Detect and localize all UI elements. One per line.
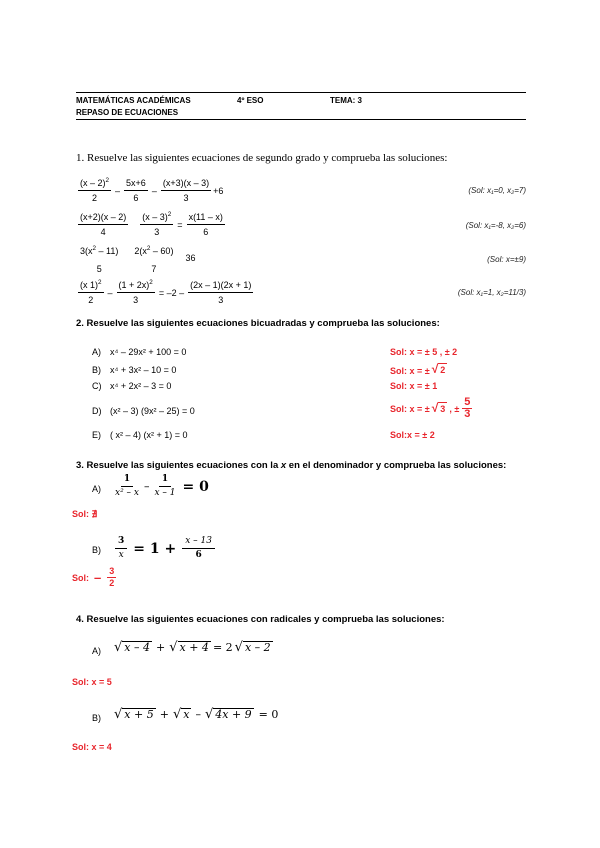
s2-item-b-radicand: 2 xyxy=(440,365,446,375)
eq3-b-den: 7 xyxy=(151,264,157,274)
s3-b-sol-sign: – xyxy=(94,570,102,585)
s2-item-d-frac-den: 3 xyxy=(464,408,471,420)
eq3-a-num: 3(x xyxy=(80,246,93,256)
s4-b-rhs: = 0 xyxy=(258,708,279,721)
eq3-b-num: 2(x xyxy=(134,246,147,256)
eq1-a-den: 2 xyxy=(92,193,98,203)
s4-b-op2: – xyxy=(195,708,201,721)
s4-b-sqrt2: √ x xyxy=(172,707,190,722)
s4-b-r2: x xyxy=(183,708,190,721)
s4-b-r3: 4x + 9 xyxy=(215,708,252,721)
eq4-c-den: 3 xyxy=(218,295,224,305)
s3-b-frac1 xyxy=(115,536,127,561)
s4-b-r1: x + 5 xyxy=(124,708,154,721)
s3-a-frac2 xyxy=(154,474,175,499)
section3-title xyxy=(76,460,506,471)
s3-b-f2-den: 6 xyxy=(195,550,202,560)
s2-item-c-sol: Sol: x = ± 1 xyxy=(390,381,438,391)
s3-b-eq xyxy=(112,536,218,561)
s3-a-f2-den: x – 1 xyxy=(154,488,176,498)
s2-item-d-radicand: 3 xyxy=(440,404,446,414)
s4-a-op: + xyxy=(156,641,166,654)
header-topic: TEMA: 3 xyxy=(330,96,362,105)
s3-b-sol-frac xyxy=(107,566,116,589)
s4-a-r3: x – 2 xyxy=(244,641,271,654)
s3-b-sol xyxy=(72,566,119,589)
eq1-b-den: 6 xyxy=(133,193,139,203)
s2-item-a-eq: x⁴ – 29x² + 100 = 0 xyxy=(110,347,187,357)
eq4-b-den: 3 xyxy=(133,295,139,305)
s2-item-d-eq: (x² – 3) (9x² – 25) = 0 xyxy=(110,406,195,416)
header-level: 4º ESO xyxy=(237,96,264,105)
s2-item-e-eq: ( x² – 4) (x² + 1) = 0 xyxy=(110,430,188,440)
eq1-op1: – xyxy=(115,186,121,196)
s3-a-f1-num: 1 xyxy=(121,474,133,487)
s3-a-label: A) xyxy=(92,484,101,494)
s4-a-label: A) xyxy=(92,646,101,656)
s4-b-label: B) xyxy=(92,713,101,723)
s4-b-sqrt3: √ 4x + 9 xyxy=(204,707,252,722)
s2-item-b-label: B) xyxy=(92,365,101,375)
eq2-frac-b xyxy=(140,212,173,238)
s4-b-op1: + xyxy=(159,708,169,721)
section1-title: 1. Resuelve las siguientes ecuaciones de segundo grado y comprueba las soluciones: xyxy=(76,152,448,164)
s2-item-d-sol-prefix: Sol: x = ± xyxy=(390,403,430,414)
s3-b-f1-num: 3 xyxy=(115,536,127,549)
s4-b-eq xyxy=(112,708,278,721)
s2-item-a-sol: Sol: x = ± 5 , ± 2 xyxy=(390,347,458,357)
eq3-frac-a xyxy=(78,246,120,275)
eq2-c-den: 6 xyxy=(203,227,209,237)
eq3-solution: (Sol: x=±9) xyxy=(487,255,526,264)
section4-title: 4. Resuelve las siguientes ecuaciones con radicales y comprueba las soluciones: xyxy=(76,614,445,625)
header-subject: MATEMÁTICAS ACADÉMICAS xyxy=(76,96,191,105)
s2-item-b-eq: x⁴ + 3x² – 10 = 0 xyxy=(110,365,177,375)
eq1-b-num: 5x+6 xyxy=(124,178,148,191)
s2-item-d-frac xyxy=(462,397,472,420)
eq2-equals: = xyxy=(177,220,183,230)
eq4-b-num: (1 + 2x) xyxy=(118,280,150,290)
s2-item-b-sol-prefix: Sol: x = ± xyxy=(390,366,430,376)
s2-item-e-sol: Sol:x = ± 2 xyxy=(390,430,435,440)
eq4-frac-a xyxy=(78,280,104,306)
section3-title-b: en el denominador y comprueba las soluciones: xyxy=(286,460,507,471)
section1-eq1 xyxy=(76,178,223,204)
eq1-frac-a xyxy=(78,178,111,204)
section3-title-x: x xyxy=(280,460,287,471)
eq2-a-num: (x+2)(x – 2) xyxy=(78,212,128,225)
eq4-frac-c xyxy=(188,280,253,306)
section1-eq2 xyxy=(76,212,227,238)
s2-item-d-sqrt: √ 3 xyxy=(431,401,446,415)
s2-item-c-label: C) xyxy=(92,381,102,391)
eq1-tail: +6 xyxy=(213,186,224,196)
eq2-frac-c xyxy=(187,212,225,238)
eq2-b-num: (x – 3) xyxy=(142,212,168,222)
eq3-a-num2: – 11) xyxy=(96,246,119,256)
section1-eq4 xyxy=(76,280,255,306)
s4-a-eq-sign: = 2 xyxy=(212,641,233,654)
eq1-solution: (Sol: x₁=0, x₂=7) xyxy=(468,186,526,195)
s2-item-b-sqrt: √ 2 xyxy=(431,362,446,376)
eq3-frac-b xyxy=(132,246,175,275)
s4-a-eq xyxy=(112,641,275,654)
s4-a-sqrt3: √ x – 2 xyxy=(234,640,271,655)
eq4-a-num: (x 1) xyxy=(80,280,98,290)
s3-b-f2-num: x – 13 xyxy=(182,536,215,549)
s3-b-frac2 xyxy=(182,536,215,561)
eq2-solution: (Sol: x₁=-8, x₂=6) xyxy=(465,221,526,230)
section3-title-a: 3. Resuelve las siguientes ecuaciones con la xyxy=(76,460,281,471)
eq1-c-den: 3 xyxy=(183,193,189,203)
s2-item-d-sol xyxy=(390,397,475,420)
eq2-b-den: 3 xyxy=(154,227,160,237)
s2-item-c-eq: x⁴ + 2x² – 3 = 0 xyxy=(110,381,172,391)
s2-item-e-label: E) xyxy=(92,430,101,440)
s2-item-d-frac-num: 5 xyxy=(464,396,471,408)
s3-b-sol-den: 2 xyxy=(109,578,115,588)
eq2-c-num: x(11 – x) xyxy=(187,212,225,225)
eq4-b-exp: 2 xyxy=(149,279,153,286)
s3-a-frac1 xyxy=(115,474,139,499)
s3-a-rhs: = 0 xyxy=(182,478,209,495)
header-bottom-rule xyxy=(76,119,526,120)
section2-title: 2. Resuelve las siguientes ecuaciones bicuadradas y comprueba las soluciones: xyxy=(76,318,440,329)
s4-a-sol: Sol: x = 5 xyxy=(72,677,112,687)
s2-item-a-label: A) xyxy=(92,347,101,357)
eq1-c-num: (x+3)(x – 3) xyxy=(161,178,211,191)
s3-a-f2-num: 1 xyxy=(159,474,171,487)
section1-eq3 xyxy=(76,246,195,275)
s3-b-label: B) xyxy=(92,545,101,555)
eq3-tail: 36 xyxy=(185,252,196,263)
eq4-c-num: (2x – 1)(2x + 1) xyxy=(188,280,253,293)
s2-item-b-sol xyxy=(390,363,449,376)
eq2-frac-a xyxy=(78,212,128,238)
header-title: REPASO DE ECUACIONES xyxy=(76,108,179,117)
header-top-rule xyxy=(76,92,526,93)
eq4-solution: (Sol: x₁=1, x₂=11/3) xyxy=(457,288,526,297)
eq1-a-exp: 2 xyxy=(105,177,110,184)
s3-a-op: – xyxy=(143,480,150,493)
eq4-frac-b xyxy=(117,280,155,306)
eq4-mid: = –2 – xyxy=(158,288,185,298)
eq1-frac-c xyxy=(161,178,211,204)
eq1-frac-b xyxy=(124,178,148,204)
eq1-a-num: (x – 2) xyxy=(80,178,106,188)
eq3-b-num2: – 60) xyxy=(150,246,174,256)
s2-item-d-label: D) xyxy=(92,406,102,416)
eq1-op2: – xyxy=(151,186,157,196)
eq3-a-den: 5 xyxy=(96,264,102,274)
eq4-op1: – xyxy=(107,288,113,298)
s4-a-sqrt1: √ x – 4 xyxy=(114,640,150,655)
s3-b-mid: = 1 + xyxy=(133,540,177,557)
eq3-a-exp: 2 xyxy=(92,245,97,252)
s4-a-sqrt2: √ x + 4 xyxy=(169,640,209,655)
eq4-a-den: 2 xyxy=(88,295,94,305)
eq4-a-exp: 2 xyxy=(98,279,102,286)
s3-a-f1-den: x² – x xyxy=(115,488,139,498)
s3-a-eq xyxy=(112,474,209,499)
s2-item-d-sol-mid: , ± xyxy=(449,403,460,414)
s3-b-sol-num: 3 xyxy=(109,566,115,576)
s3-a-sol: Sol: ∄ xyxy=(72,509,98,519)
eq2-a-den: 4 xyxy=(100,227,106,237)
eq2-b-exp: 2 xyxy=(167,211,172,218)
eq3-b-exp: 2 xyxy=(146,245,151,252)
s4-a-r1: x – 4 xyxy=(124,641,150,654)
s4-a-r2: x + 4 xyxy=(179,641,209,654)
s4-b-sol: Sol: x = 4 xyxy=(72,742,112,752)
s3-b-f1-den: x xyxy=(118,550,124,560)
s4-b-sqrt1: √ x + 5 xyxy=(114,707,154,722)
s3-b-sol-prefix: Sol: xyxy=(72,572,89,583)
